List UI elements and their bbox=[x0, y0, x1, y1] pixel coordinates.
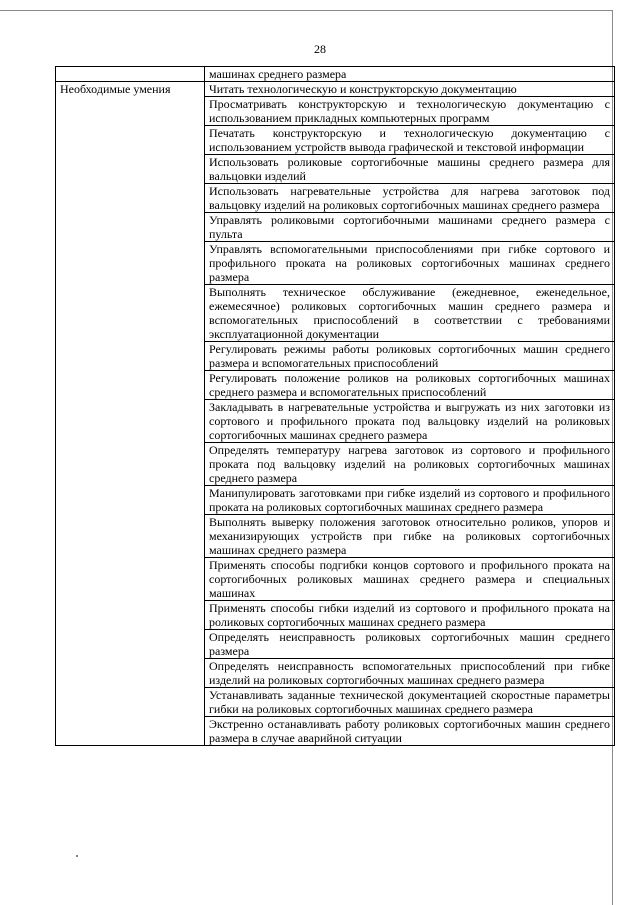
skill-item: Читать технологическую и конструкторскую документацию bbox=[205, 82, 615, 97]
scan-speck bbox=[76, 855, 78, 857]
skill-item: Закладывать в нагревательные устройства и выгружать из них заготовки из сортового и профильного проката под вальцовку изделий на роликовых сортогибочных машинах среднего размера bbox=[205, 400, 615, 443]
skill-item: Экстренно останавливать работу роликовых сортогибочных машин среднего размера в случае аварийной ситуации bbox=[205, 717, 615, 746]
skill-item: Определять неисправность вспомогательных приспособлений при гибке изделий на роликовых сортогибочных машинах среднего размера bbox=[205, 659, 615, 688]
skill-item: Применять способы подгибки концов сортового и профильного проката на сортогибочных роликовых машинах среднего размера и специальных машинах bbox=[205, 558, 615, 601]
skill-item: Выполнять техническое обслуживание (ежедневное, еженедельное, ежемесячное) роликовых сортогибочных машин среднего размера и вспомогательных приспособлений в соответствии с требованиями эксплуатационной документации bbox=[205, 285, 615, 342]
page-number: 28 bbox=[314, 42, 326, 56]
skill-item: Устанавливать заданные технической документацией скоростные параметры гибки на роликовых сортогибочных машинах среднего размера bbox=[205, 688, 615, 717]
skill-item: Определять температуру нагрева заготовок из сортового и профильного проката под вальцовку изделий на роликовых сортогибочных машинах среднего размера bbox=[205, 443, 615, 486]
skill-item: Регулировать режимы работы роликовых сортогибочных машин среднего размера и вспомогательных приспособлений bbox=[205, 342, 615, 371]
table-row-continuation bbox=[56, 67, 615, 82]
skill-item: Просматривать конструкторскую и технологическую документацию с использованием прикладных компьютерных программ bbox=[205, 97, 615, 126]
skill-item: Управлять роликовыми сортогибочными машинами среднего размера с пульта bbox=[205, 213, 615, 242]
continuation-cell: машинах среднего размера bbox=[205, 67, 615, 82]
empty-label-cell bbox=[56, 67, 205, 82]
skill-item: Использовать нагревательные устройства для нагрева заготовок под вальцовку изделий на роликовых сортогибочных машинах среднего размера bbox=[205, 184, 615, 213]
table-row bbox=[56, 82, 615, 97]
skill-item: Печатать конструкторскую и технологическую документацию с использованием устройств вывода графической и текстовой информации bbox=[205, 126, 615, 155]
skill-item: Определять неисправность роликовых сортогибочных машин среднего размера bbox=[205, 630, 615, 659]
skill-item: Выполнять выверку положения заготовок относительно роликов, упоров и механизирующих устройств при гибке на роликовых сортогибочных машинах среднего размера bbox=[205, 515, 615, 558]
scan-top-border bbox=[0, 10, 612, 11]
skills-table bbox=[55, 66, 615, 746]
section-label: Необходимые умения bbox=[56, 82, 205, 746]
skill-item: Регулировать положение роликов на роликовых сортогибочных машинах среднего размера и вспомогательных приспособлений bbox=[205, 371, 615, 400]
skill-item: Применять способы гибки изделий из сортового и профильного проката на роликовых сортогибочных машинах среднего размера bbox=[205, 601, 615, 630]
skill-item: Управлять вспомогательными приспособлениями при гибке сортового и профильного проката на роликовых сортогибочных машинах среднего размера bbox=[205, 242, 615, 285]
skill-item: Использовать роликовые сортогибочные машины среднего размера для вальцовки изделий bbox=[205, 155, 615, 184]
skill-item: Манипулировать заготовками при гибке изделий из сортового и профильного проката на роликовых сортогибочных машинах среднего размера bbox=[205, 486, 615, 515]
